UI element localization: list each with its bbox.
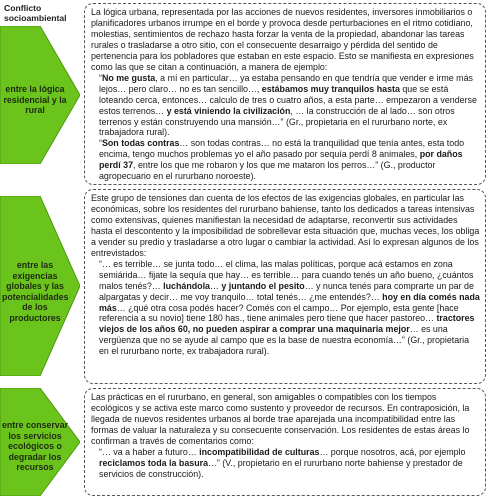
quote-text: … son todas contras… no está la tranquilidad que tenía antes, esta todo encima, tengo muchos problemas yo el año pasado por sequía perdí 8 animales, xyxy=(99,138,465,160)
row-1-label: entre la lógica residencial y la rural xyxy=(3,84,67,115)
quote-emphasis: reciclamos toda la basura xyxy=(99,457,209,468)
quote-text: … y nunca tenés para comprarte un par de alpargatas y decir… me voy tranquilo… total tenés… ¿me entendés?… xyxy=(99,280,474,302)
quote-text: … es una vergüenza que no se ayude al campo que es la base de nuestra economía…” (Gr., propietaria en el rururbano norte, ex trabajadora rural). xyxy=(99,324,470,357)
quote-emphasis: y está viniendo la civilización xyxy=(166,105,291,116)
quote-emphasis: Son todas contras xyxy=(101,138,180,149)
row-3-label: entre conservar los servicios ecológicos o degradar los recursos xyxy=(2,420,69,472)
quote-emphasis: estábamos muy tranquilos hasta xyxy=(261,83,400,94)
arrow-row-2 xyxy=(0,196,80,376)
quote-text: que se está loteando cerca, entonces… calculo de tres o cuatro años, a esta parte… empezaron a venderse estos terrenos… xyxy=(99,83,477,116)
quote-text: “ xyxy=(99,72,102,83)
quote-text: “… va a haber a futuro… xyxy=(99,446,200,457)
header-title: Conflicto socioambiental xyxy=(4,3,67,23)
row-2-label: entre las exigencias globales y las potencialidades de los productores xyxy=(2,260,69,323)
row-3-text-box xyxy=(84,388,486,496)
quote-text: , … la construcción de al lado… son otros terrenos y están construyendo una mansión…” (Gr., propietaria en el rururbano norte, ex trabajadora rural). xyxy=(99,105,455,138)
row-1-quote-1 xyxy=(91,73,480,139)
arrow-row-1 xyxy=(0,26,80,164)
quote-text: … xyxy=(210,280,222,291)
quote-text: … ¿qué otra cosa podés hacer? Comés con el campo… Por ejemplo, esta gente [hace referencia a su novio] tiene 180 has., tiene animales pero tiene que hacer pastoreo… xyxy=(99,302,459,324)
quote-text: “ xyxy=(99,138,102,149)
quote-text: “… es terrible… se junta todo… el clima, las malas políticas, porque acá estamos en zona semiárida… fijate la sequía que hay… es terrible… para cuando tenés un año bueno, ¿cuántos malos tenés?… xyxy=(99,258,474,291)
row-1-quote-2 xyxy=(91,138,480,182)
row-1-text-box xyxy=(84,3,486,185)
quote-emphasis: incompatibilidad de culturas xyxy=(199,446,320,457)
row-2-text-box xyxy=(84,189,486,384)
quote-text: , a mí en particular… ya estaba pensando en que tendría que vender e irme más lejos… pero claro… no es tan sencillo…, xyxy=(99,72,473,94)
quote-text: … porque nosotros, acá, por ejemplo xyxy=(319,446,466,457)
arrow-row-3 xyxy=(0,388,80,496)
quote-emphasis: y juntando el pesito xyxy=(221,280,305,291)
quote-emphasis: hoy en día comés nada más xyxy=(99,291,480,313)
row-3-intro: Las prácticas en el rururbano, en general, son amigables o compatibles con los tiempos ecológicos y se activa este marco como sustento y proveedor de recursos. En contraposición, la llegada de nuevos residentes urbanos al borde trae aparejada una incompatibilidad entre las formas de valuar la naturaleza y su consecuente conservación. Los residentes de estas áreas lo confirman a través de comentarios como: xyxy=(91,392,470,446)
row-2-intro: Este grupo de tensiones dan cuenta de los efectos de las exigencias globales, en particular las económicas, sobre los residentes del rururbano bahiense, tanto los dedicados a tareas intensivas como extensivas, quienes manifiestan la necesidad de adaptarse, reconvertir sus actividades hasta el descontento y la imposibilidad de sobrellevar esta situación que, muchas veces, los obliga a vender su predio y trasladarse a otro lugar o cambiar la actividad. Así lo expresan algunos de los entrevistados: xyxy=(91,193,480,258)
quote-emphasis: tractores viejos de los años 60, no pueden aspirar a comprar una maquinaria mejor xyxy=(99,313,475,335)
quote-text: , entre los que me robaron y los que me mataron los perros…” (G., productor agropecuario en el rururbano noroeste). xyxy=(99,160,436,182)
quote-emphasis: No me gusta xyxy=(101,72,156,83)
row-3-quote-1 xyxy=(91,447,480,480)
row-1-intro: La lógica urbana, representada por las acciones de nuevos residentes, inversores inmobiliarios o planificadores urbanos irrumpe en el borde y provoca desde perturbaciones en el ritmo cotidiano, molestias, sentimientos de rechazo hasta forzar la venta de la propiedad, abandonar las tareas rurales o trasladarse a otro sitio, con el consecuente desarraigo y pérdida del sentido de pertenencia para los pobladores que estaban en este espacio. Esto se manifiesta en expresiones como las que se citan a continuación, a manera de ejemplo: xyxy=(91,7,474,72)
row-2-quote-1 xyxy=(91,259,480,358)
quote-text: …” (V., propietario en el rururbano norte bahiense y prestador de servicios de construcción). xyxy=(99,457,463,479)
quote-emphasis: luchándola xyxy=(163,280,210,291)
quote-emphasis: por daños perdí 37 xyxy=(99,149,463,171)
